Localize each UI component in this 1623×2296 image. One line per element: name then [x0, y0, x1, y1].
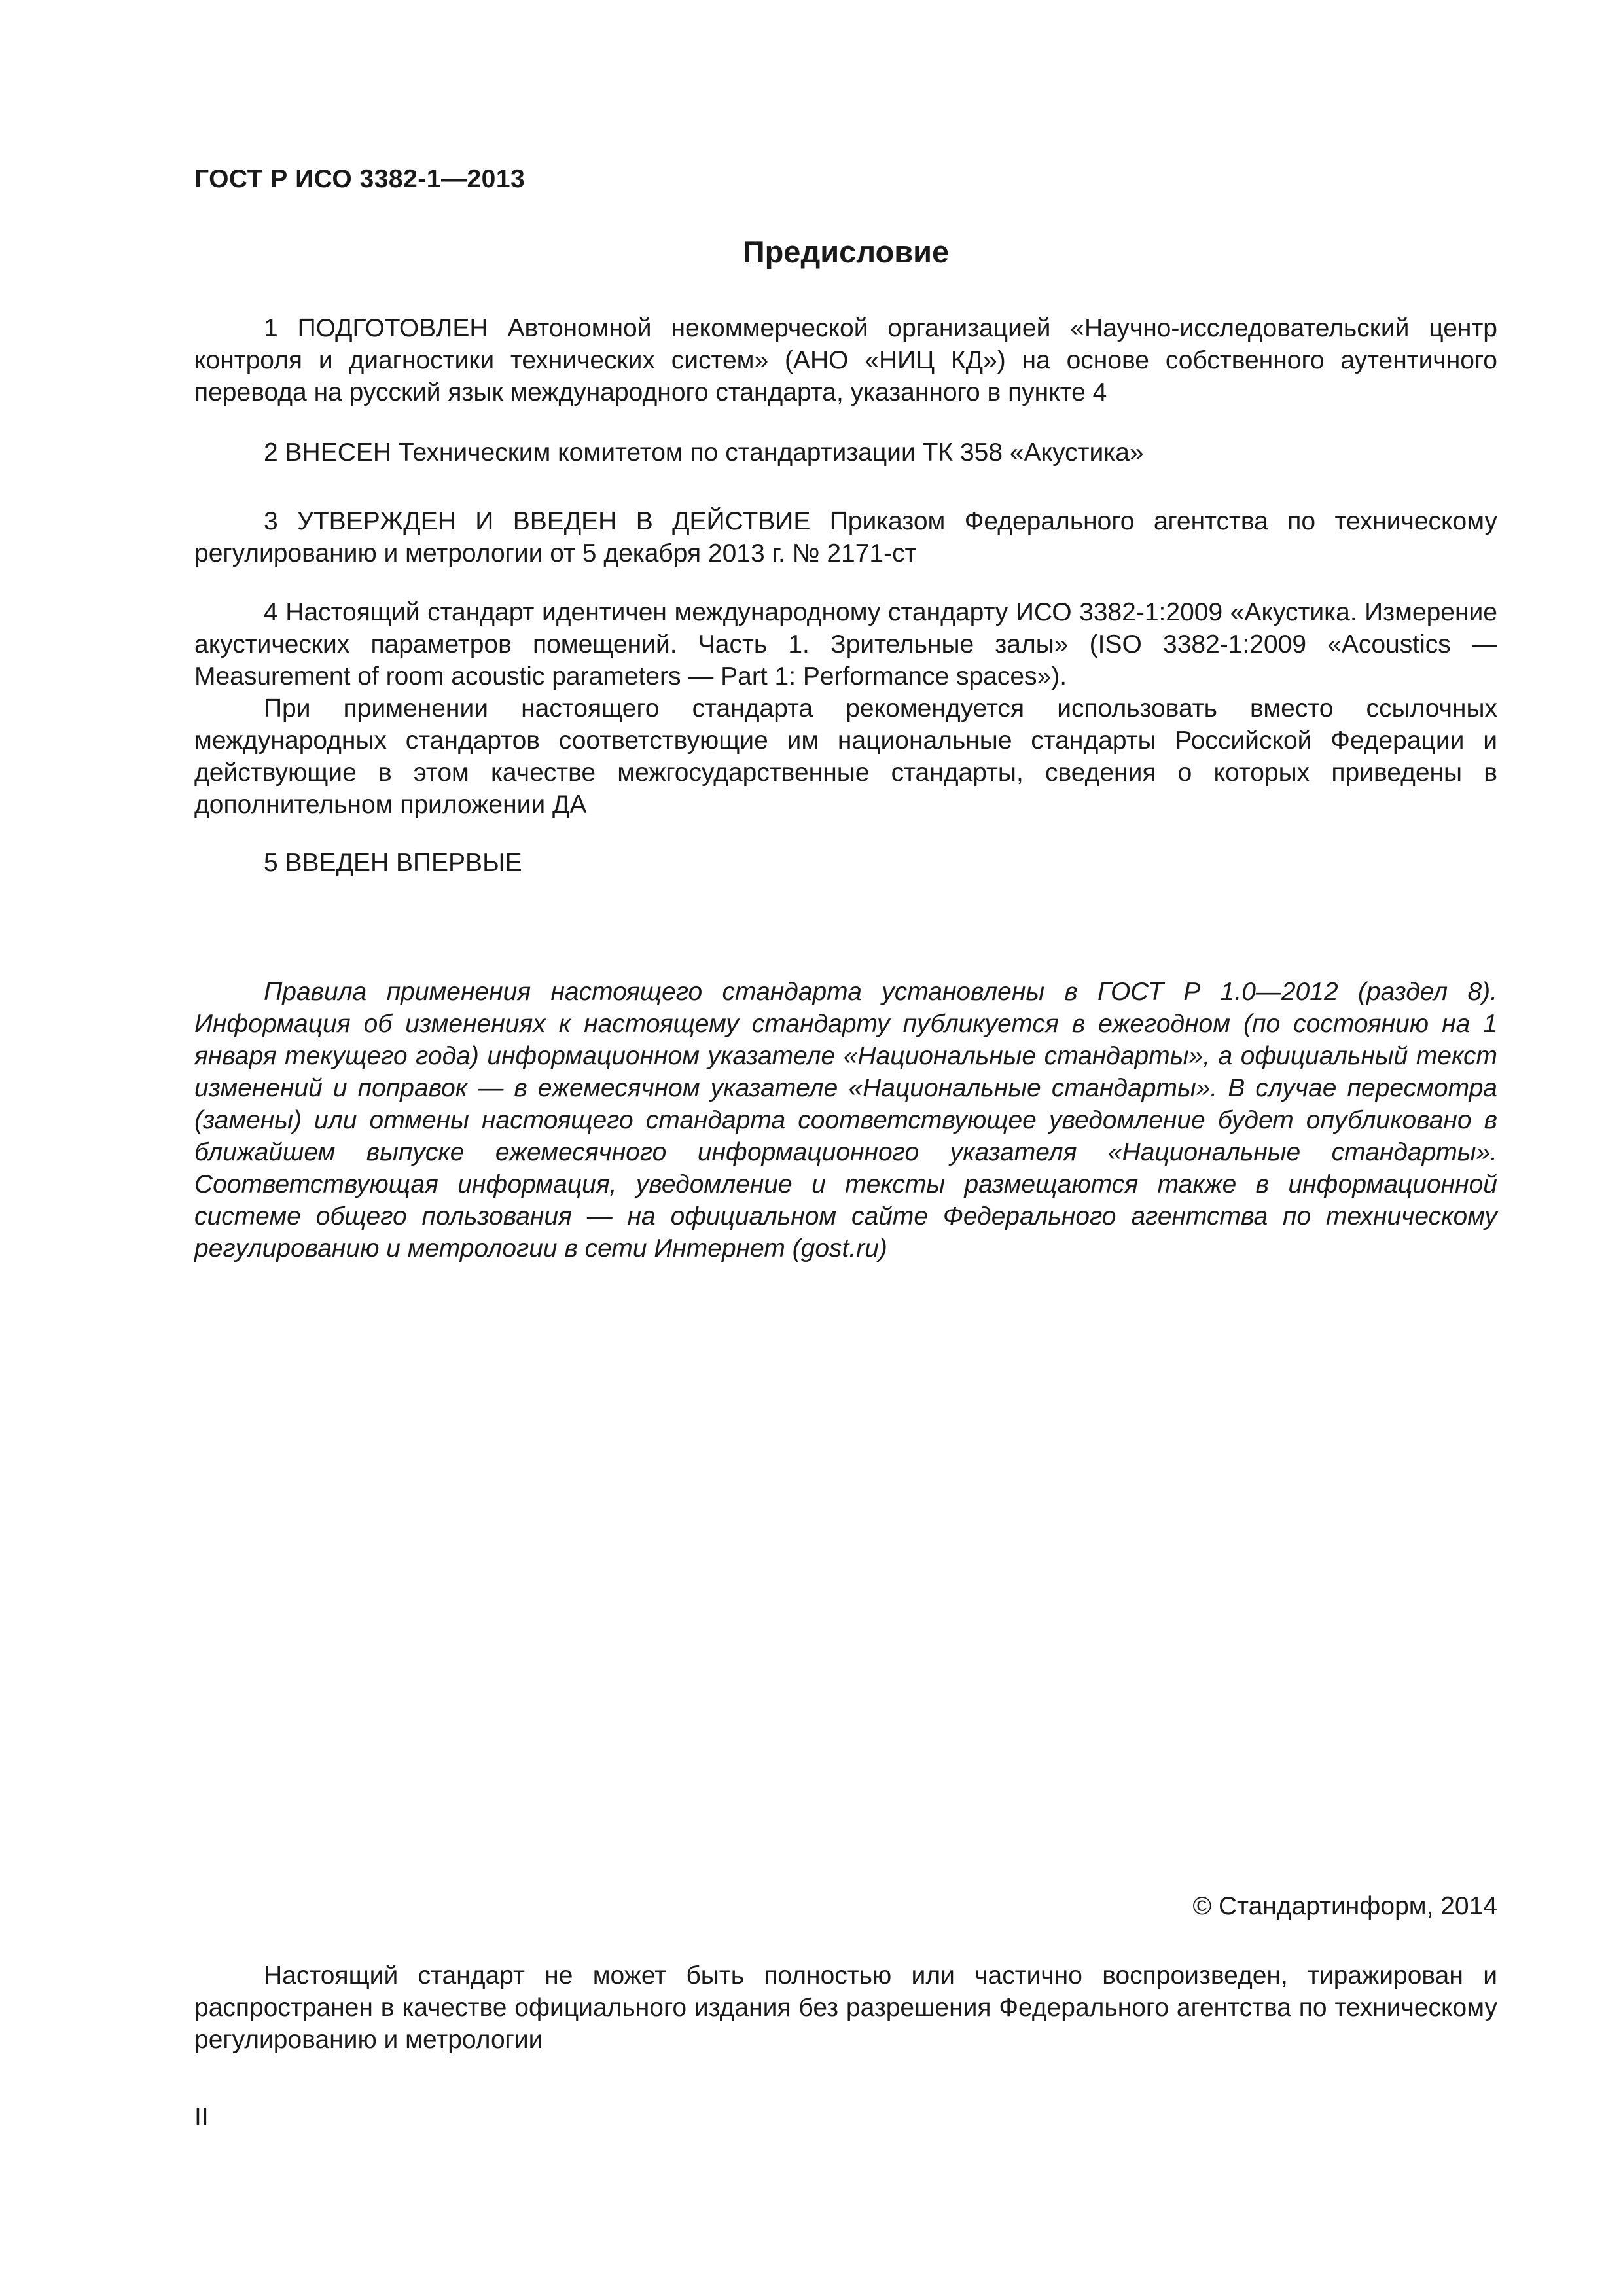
paragraph-introduced-by: 2 ВНЕСЕН Техническим комитетом по стандартизации ТК 358 «Акустика»	[264, 439, 1144, 467]
paragraph-reference-standards: При применении настоящего стандарта рекомендуется использовать вместо ссылочных международных стандартов соответствующие им национальные стандарты Российской Федерации и действующие в этом качестве межгосударственные стандарты, сведения о которых приведены в дополнительном приложении ДА	[194, 694, 1497, 819]
paragraph-prepared-by: 1 ПОДГОТОВЛЕН Автономной некоммерческой организацией «Научно-исследовательский центр контроля и диагностики технических систем» (АНО «НИЦ КД») на основе собственного аутентичного перевода на русский язык международного стандарта, указанного в пункте 4	[194, 314, 1497, 406]
rules-note: Правила применения настоящего стандарта установлены в ГОСТ Р 1.0—2012 (раздел 8). Информация об изменениях к настоящему стандарту публикуется в ежегодном (по состоянию на 1 января текущего года) информационном указателе «Национальные стандарты», а официальный текст изменений и поправок — в ежемесячном указателе «Национальные стандарты». В случае пересмотра (замены) или отмены настоящего стандарта соответствующее уведомление будет опубликовано в ближайшем выпуске ежемесячного информационного указателя «Национальные стандарты». Соответствующая информация, уведомление и тексты размещаются также в информационной системе общего пользования — на официальном сайте Федерального агентства по техническому регулированию и метрологии в сети Интернет (gost.ru)	[194, 978, 1497, 1263]
section-title: Предисловие	[742, 234, 950, 269]
copyright-line: © Стандартинформ, 2014	[1192, 1892, 1497, 1920]
paragraph-approved: 3 УТВЕРЖДЕН И ВВЕДЕН В ДЕЙСТВИЕ Приказом Федерального агентства по техническому регулированию и метрологии от 5 декабря 2013 г. № 2171-ст	[194, 507, 1497, 567]
document-code: ГОСТ Р ИСО 3382-1—2013	[194, 165, 526, 193]
paragraph-identical-standard: 4 Настоящий стандарт идентичен международному стандарту ИСО 3382-1:2009 «Акустика. Измерение акустических параметров помещений. Часть 1. Зрительные залы» (ISO 3382-1:2009 «Acoustics — Measurement of room acoustic parameters — Part 1: Performance spaces»).	[194, 598, 1497, 691]
reproduction-notice: Настоящий стандарт не может быть полностью или частично воспроизведен, тиражирован и распространен в качестве официального издания без разрешения Федерального агентства по техническому регулированию и метрологии	[194, 1962, 1497, 2054]
paragraph-first-introduced: 5 ВВЕДЕН ВПЕРВЫЕ	[264, 849, 522, 877]
page-number: II	[194, 2103, 209, 2131]
